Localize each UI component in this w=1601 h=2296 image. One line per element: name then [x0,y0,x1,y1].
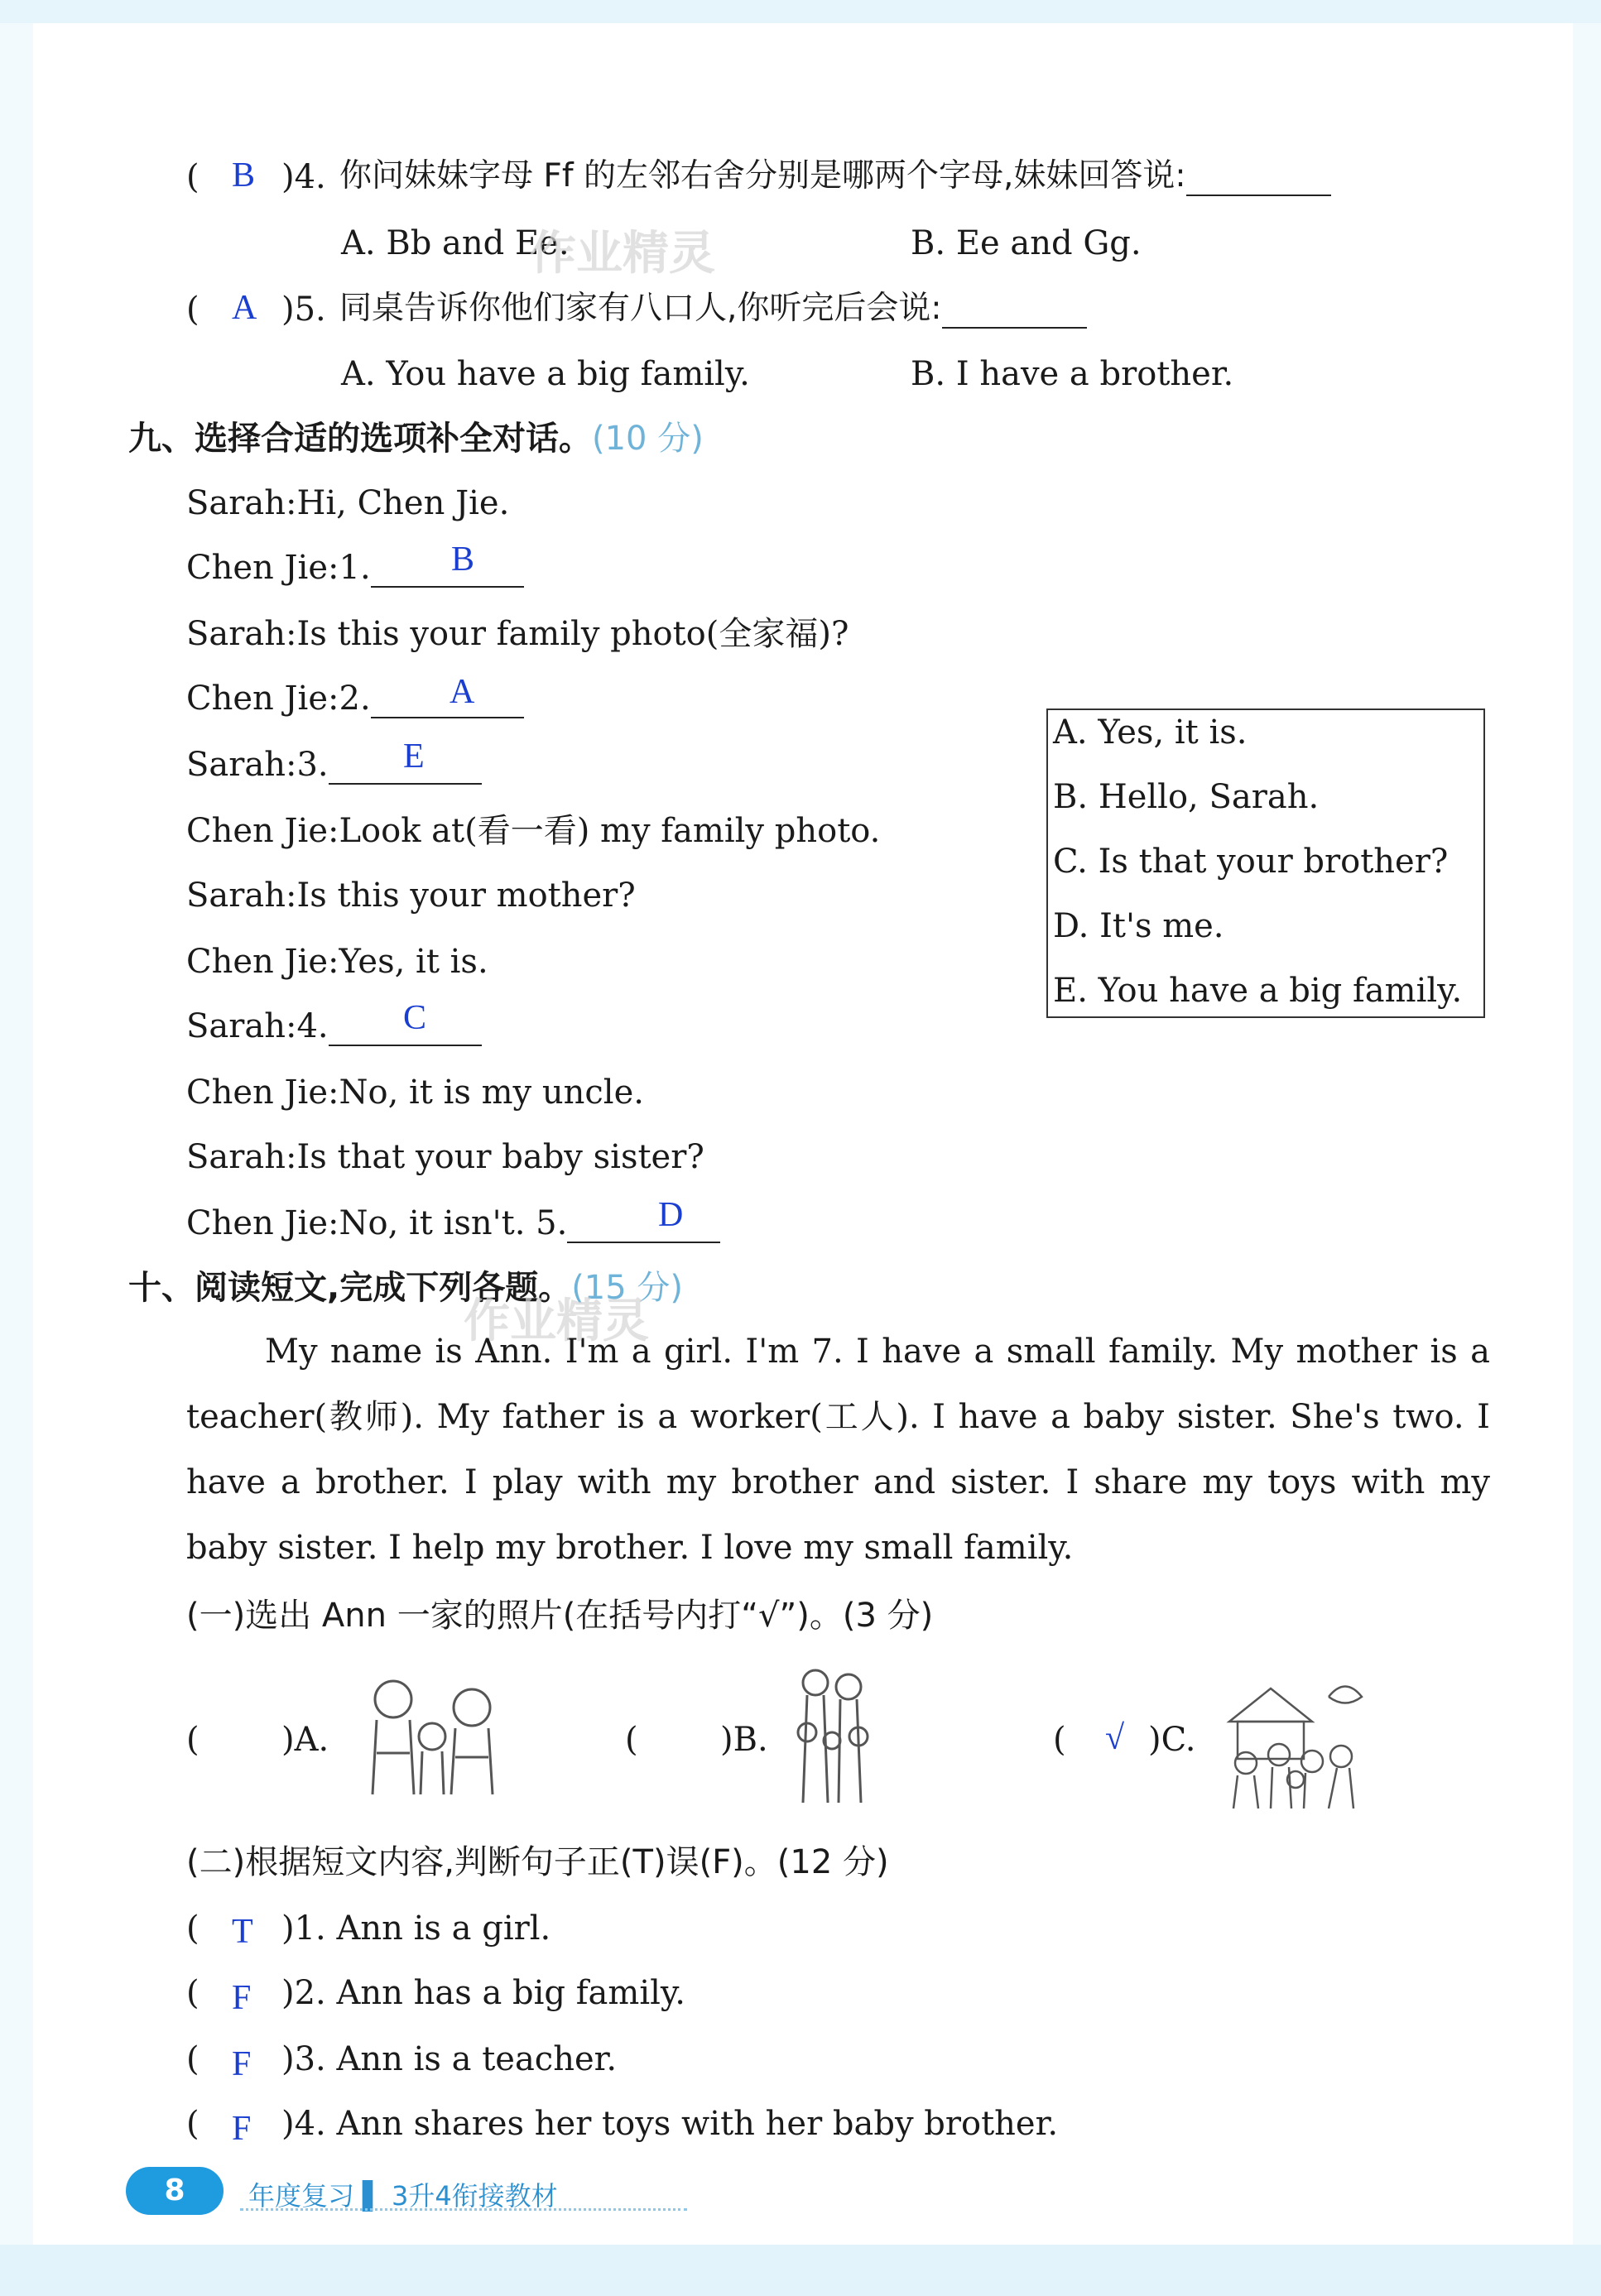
photo-a-image [356,1670,505,1807]
tf-2-paren: ( [186,1974,200,2012]
q5-number: )5. [281,291,326,329]
dialogue-line-10: Chen Jie:No, it is my uncle. [186,1074,644,1112]
option-a: A. Yes, it is. [1053,713,1248,752]
section9-heading: 九、选择合适的选项补全对话。(10 分) [128,420,704,458]
dialogue-line-4: Chen Jie:2. [186,679,524,718]
footer-divider [240,2208,687,2211]
tf-1-statement: )1. Ann is a girl. [281,1909,551,1948]
q4-option-a: A. Bb and Ee. [341,224,570,262]
tf-1-answer: T [232,1913,253,1951]
photo-a-label: )A. [281,1721,329,1759]
page-number-badge: 8 [126,2167,224,2215]
photo-a-paren: ( [186,1721,200,1759]
part1-instruction: (一)选出 Ann 一家的照片(在括号内打“√”)。(3 分) [186,1597,934,1635]
q4-option-b: B. Ee and Gg. [911,224,1142,262]
blank-1 [371,553,524,588]
blank-5 [567,1208,720,1243]
footer-title: 年度复习 ▌ 3升4衔接教材 [248,2180,558,2212]
q5-paren-open: ( [186,291,200,329]
watermark-1: 作业精灵 [530,227,715,281]
tf-4-paren: ( [186,2105,200,2143]
tf-2-statement: )2. Ann has a big family. [281,1974,685,2012]
answer-5: D [658,1196,684,1234]
dialogue-line-3: Sarah:Is this your family photo(全家福)? [186,615,849,653]
reading-passage: My name is Ann. I'm a girl. I'm 7. I have a small family. My mother is a teacher(教师). My father is a worker(工人). I have a baby sister. She's two. I have a brother. I play with my brother and sister. I share my toys with my baby sister. I help my brother. I love my small family. [186,1333,1490,1567]
part2-instruction: (二)根据短文内容,判断句子正(T)误(F)。(12 分) [186,1843,889,1881]
q4-answer: B [232,156,256,195]
tf-3-statement: )3. Ann is a teacher. [281,2040,618,2078]
option-b: B. Hello, Sarah. [1053,778,1320,816]
photo-b-paren: ( [625,1721,638,1759]
options-box [1046,708,1485,1018]
option-e: E. You have a big family. [1053,972,1463,1010]
answer-2: A [450,673,475,711]
bottom-strip [0,2245,1601,2296]
dialogue-line-1: Sarah:Hi, Chen Jie. [186,484,510,522]
dialogue-line-12: Chen Jie:No, it isn't. 5. [186,1203,720,1243]
photo-c-answer: √ [1105,1719,1125,1757]
option-c: C. Is that your brother? [1053,843,1449,881]
tf-4-answer: F [232,2110,252,2148]
dialogue-line-11: Sarah:Is that your baby sister? [186,1138,704,1176]
dialogue-line-2: Chen Jie:1. [186,548,524,588]
answer-1: B [451,540,475,579]
q4-number: )4. [281,158,326,196]
dialogue-line-6: Chen Jie:Look at(看一看) my family photo. [186,812,881,850]
photo-b-image [782,1662,882,1811]
dialogue-line-8: Chen Jie:Yes, it is. [186,943,488,981]
dialogue-line-7: Sarah:Is this your mother? [186,877,636,915]
q5-answer: A [232,289,257,327]
photo-c-label: )C. [1148,1721,1196,1759]
watermark-2: 作业精灵 [464,1295,649,1348]
tf-3-paren: ( [186,2040,200,2078]
top-strip [0,0,1601,23]
dialogue-line-9: Sarah:4. [186,1006,482,1046]
q4-question: 你问妹妹字母 Ff 的左邻右舍分别是哪两个字母,妹妹回答说: [339,157,1331,196]
q5-blank [942,294,1087,329]
photo-c-image [1213,1664,1370,1813]
answer-3: E [403,737,425,776]
photo-b-label: )B. [720,1721,768,1759]
option-d: D. It's me. [1053,907,1224,945]
answer-4: C [403,999,427,1037]
q4-blank [1186,161,1331,196]
q5-question: 同桌告诉你他们家有八口人,你听完后会说: [339,290,1087,329]
q4-paren-open: ( [186,158,200,196]
section10-heading: 十、阅读短文,完成下列各题。(15 分) [128,1269,684,1307]
tf-3-answer: F [232,2045,252,2083]
tf-1-paren: ( [186,1909,200,1948]
q5-option-a: A. You have a big family. [341,355,750,393]
tf-2-answer: F [232,1979,252,2017]
dialogue-line-5: Sarah:3. [186,745,482,785]
tf-4-statement: )4. Ann shares her toys with her baby brother. [281,2105,1059,2143]
photo-c-paren: ( [1053,1721,1066,1759]
blank-2 [371,684,524,718]
q5-option-b: B. I have a brother. [911,355,1234,393]
